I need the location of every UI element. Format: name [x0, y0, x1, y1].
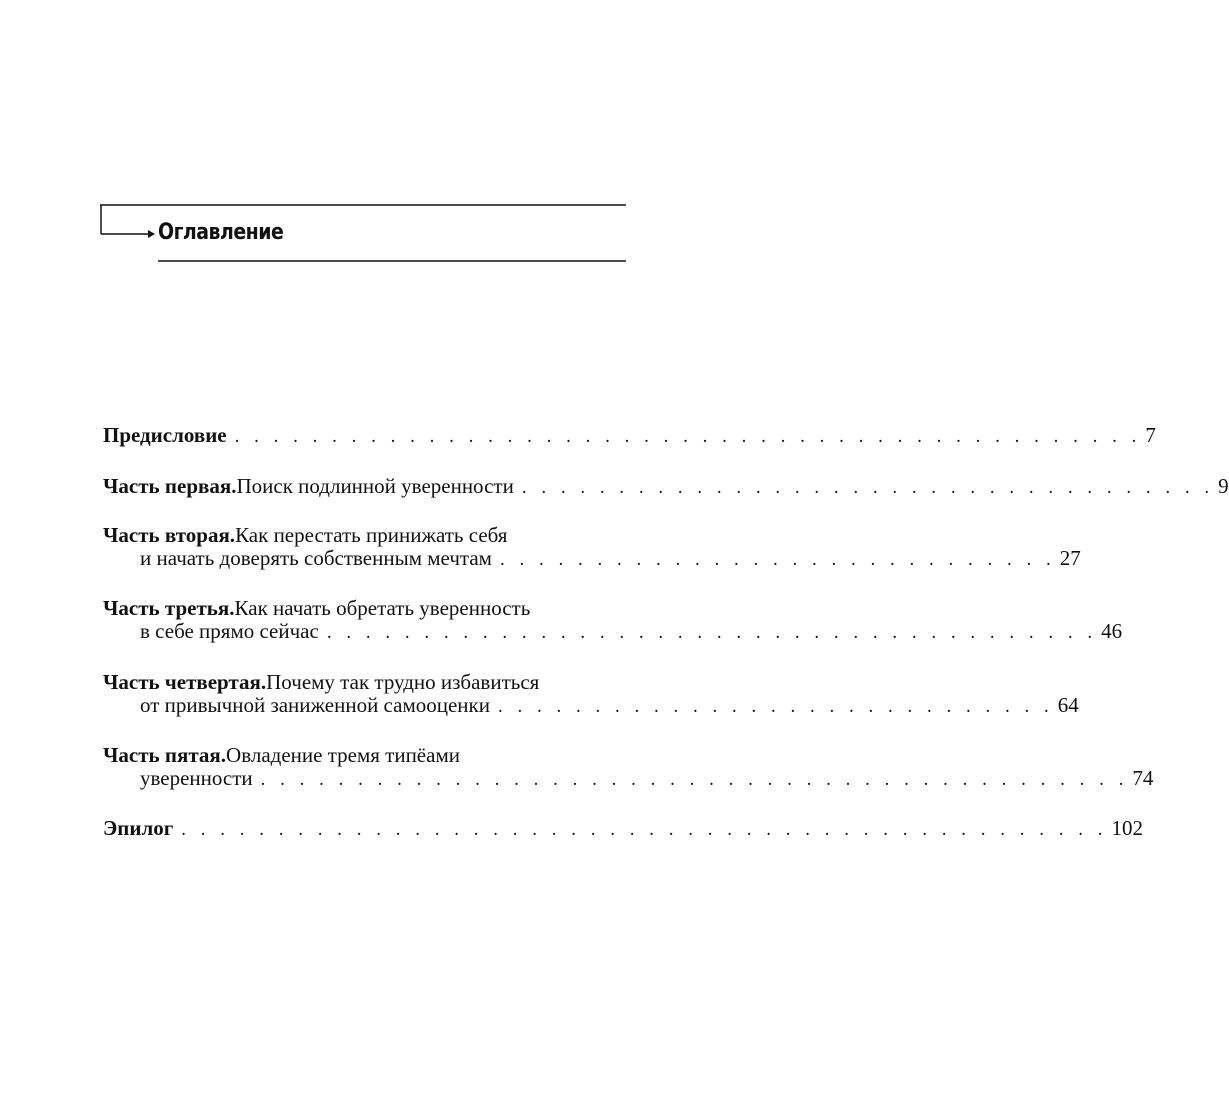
toc-entry-title-continued: и начать доверять собственным мечтам [140, 546, 492, 570]
toc-entry-part-2[interactable] [103, 523, 1081, 570]
toc-entry-title-continued: в себе прямо сейчас [140, 619, 319, 643]
toc-entry-title: Поиск подлинной уверенности [236, 474, 514, 498]
toc-entry-page: 64 [1057, 693, 1079, 717]
toc-header [100, 204, 626, 264]
toc-entry-part-4[interactable] [103, 670, 1079, 717]
dot-leader: . . . . . . . . . . . . . . . . . . . . . . . . . . . . . [497, 696, 1054, 717]
toc-entry-page: 9 [1218, 474, 1229, 498]
toc-entry-page: 46 [1101, 619, 1123, 643]
toc-entry-label: Часть четвертая. [103, 670, 267, 694]
toc-entry-title-continued: от привычной заниженной самооценки [140, 693, 490, 717]
toc-entry-title-continued: уверенности [140, 766, 253, 790]
dot-leader: . . . . . . . . . . . . . . . . . . . . . . . . . . . . . . . . . . . . . . . . . . . . . [260, 769, 1129, 790]
dot-leader: . . . . . . . . . . . . . . . . . . . . . . . . . . . . . [499, 549, 1056, 570]
toc-entry-label: Предисловие [103, 423, 227, 447]
toc-entry-title: Овладение тремя типёами [226, 743, 460, 767]
toc-entry-part-1[interactable] [103, 474, 1229, 498]
toc-entry-page: 7 [1145, 423, 1156, 447]
toc-entry-preface[interactable] [103, 423, 1156, 447]
dot-leader: . . . . . . . . . . . . . . . . . . . . . . . . . . . . . . . . . . . . . . . . [326, 622, 1098, 643]
page-title: Оглавление [158, 220, 284, 245]
toc-entry-epilogue[interactable] [103, 816, 1144, 840]
toc-entry-page: 102 [1111, 816, 1144, 840]
toc-entry-title: Как перестать принижать себя [235, 523, 508, 547]
toc-entry-title: Почему так трудно избавиться [266, 670, 540, 694]
toc-entry-part-5[interactable] [103, 743, 1154, 790]
toc-entry-label: Часть пятая. [103, 743, 227, 767]
dot-leader: . . . . . . . . . . . . . . . . . . . . . . . . . . . . . . . . . . . . [521, 477, 1215, 498]
dot-leader: . . . . . . . . . . . . . . . . . . . . . . . . . . . . . . . . . . . . . . . . . . . . . . . [234, 426, 1142, 447]
toc-entry-label: Часть третья. [103, 596, 235, 620]
toc-entry-label: Эпилог [103, 816, 174, 840]
arrow-right-icon [148, 230, 155, 238]
dot-leader: . . . . . . . . . . . . . . . . . . . . . . . . . . . . . . . . . . . . . . . . . . . . . . . . [181, 819, 1108, 840]
toc-entry-label: Часть первая. [103, 474, 237, 498]
toc-entry-part-3[interactable] [103, 596, 1123, 643]
toc-entry-page: 27 [1059, 546, 1081, 570]
toc-entry-title: Как начать обретать уверенность [234, 596, 531, 620]
toc-entry-label: Часть вторая. [103, 523, 236, 547]
toc-entry-page: 74 [1132, 766, 1154, 790]
